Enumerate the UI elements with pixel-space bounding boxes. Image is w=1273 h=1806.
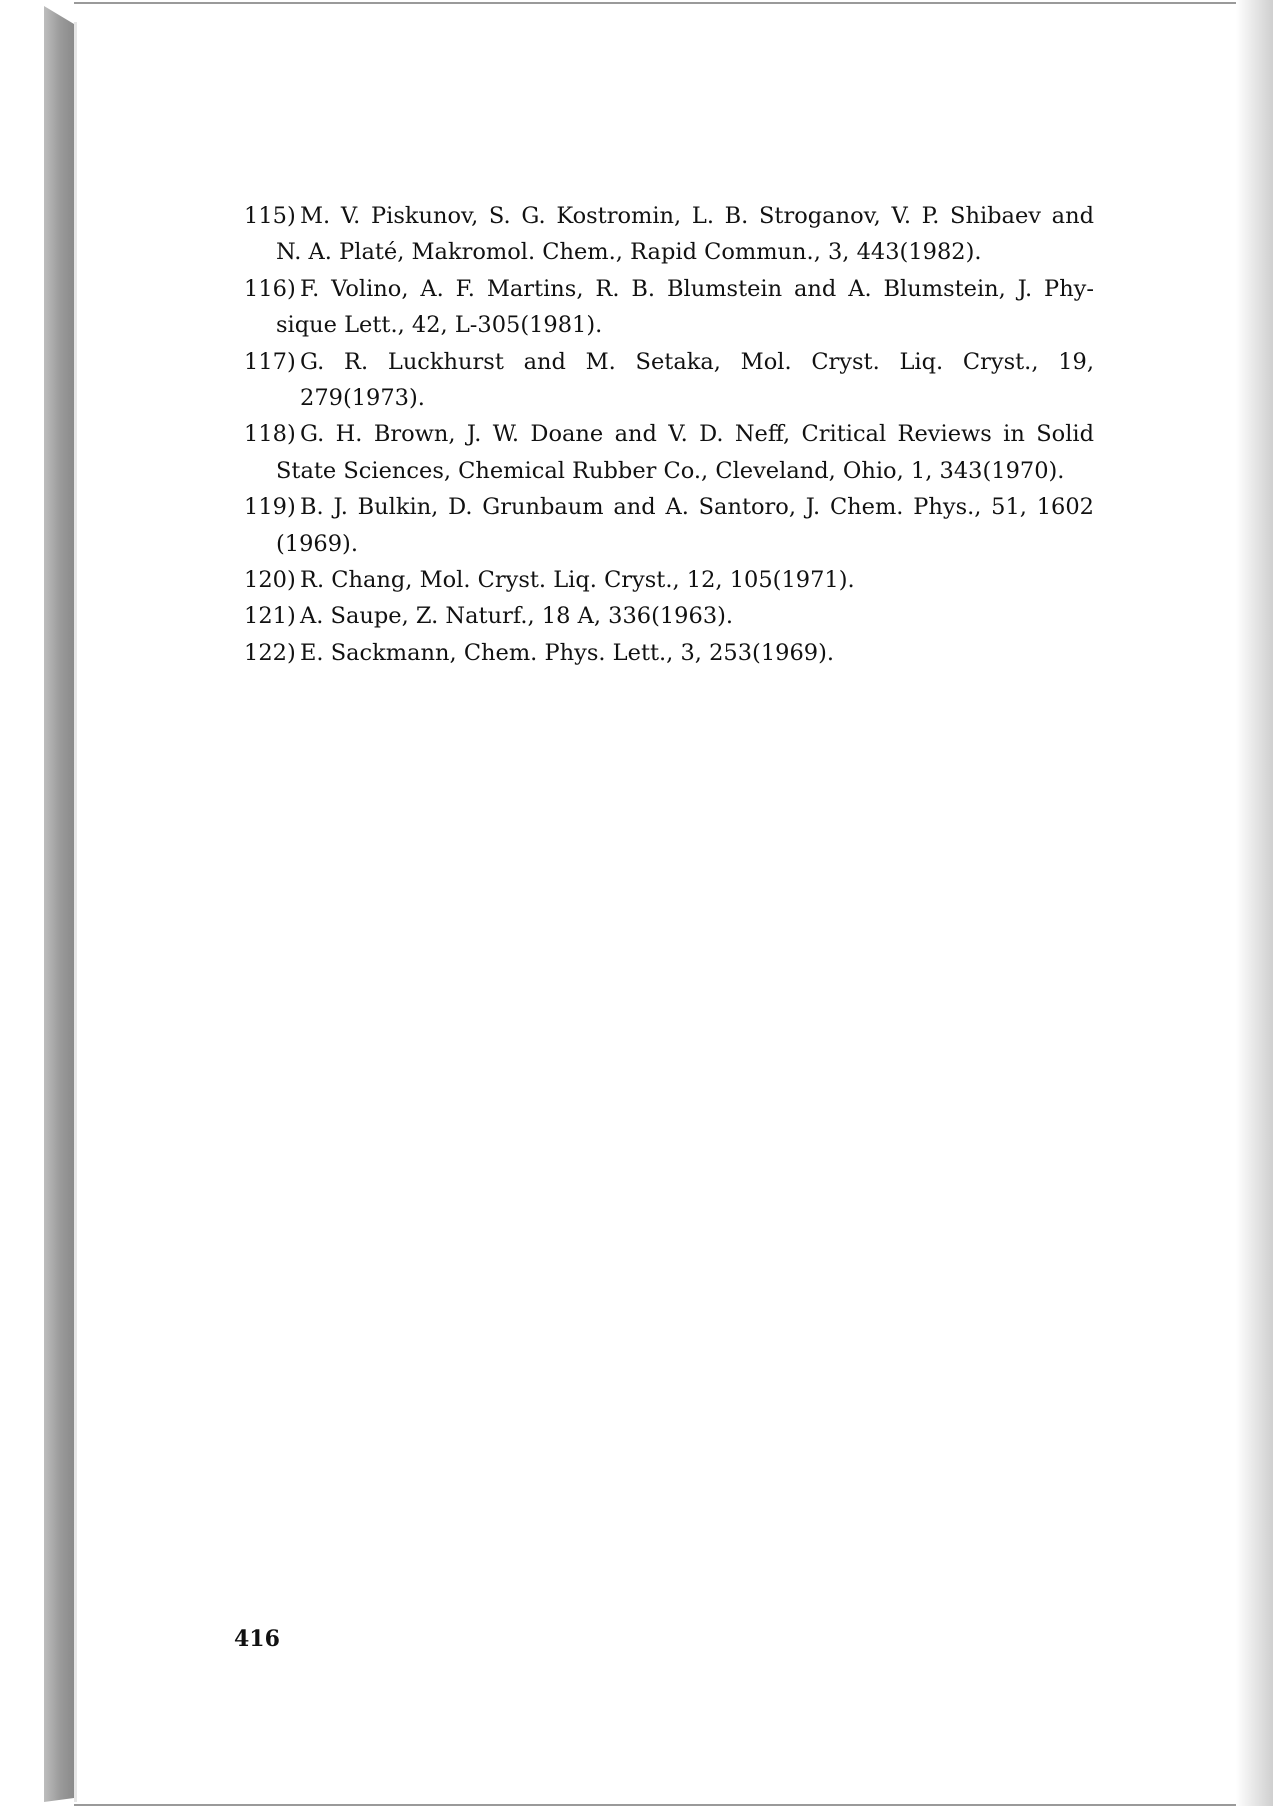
reference-line: R. Chang, Mol. Cryst. Liq. Cryst., 12, 105(1971). (300, 567, 855, 594)
reference-text (300, 635, 1094, 671)
reference-item (244, 562, 1094, 598)
reference-line: State Sciences, Chemical Rubber Co., Cleveland, Ohio, 1, 343(1970). (276, 457, 1065, 484)
reference-number: 121) (244, 603, 296, 630)
reference-number: 115) (244, 203, 296, 229)
reference-line: F. Volino, A. F. Martins, R. B. Blumstein and A. Blumstein, J. Phy- (300, 275, 1094, 302)
reference-item (244, 271, 1094, 344)
reference-item (244, 598, 1094, 634)
reference-item (244, 344, 1094, 417)
page-right-shadow (1236, 0, 1273, 1806)
reference-line: B. J. Bulkin, D. Grunbaum and A. Santoro, J. Chem. Phys., 51, 1602 (300, 494, 1094, 521)
reference-item (244, 416, 1094, 489)
reference-line: E. Sackmann, Chem. Phys. Lett., 3, 253(1969). (300, 639, 835, 666)
reference-number: 122) (244, 639, 296, 666)
reference-text (300, 598, 1094, 634)
book-spine (44, 6, 74, 1802)
reference-line: G. H. Brown, J. W. Doane and V. D. Neff, Critical Reviews in Solid (300, 421, 1094, 448)
reference-line: G. R. Luckhurst and M. Setaka, Mol. Cryst. Liq. Cryst., 19, 279(1973). (300, 348, 1094, 412)
reference-text (276, 198, 1094, 271)
reference-item (244, 635, 1094, 671)
reference-item (244, 198, 1094, 271)
reference-number: 120) (244, 567, 296, 594)
reference-line: N. A. Platé, Makromol. Chem., Rapid Commun., 3, 443(1982). (276, 239, 982, 266)
reference-number: 116) (244, 275, 296, 302)
reference-text (276, 416, 1094, 489)
reference-text (300, 344, 1094, 417)
reference-number: 118) (244, 421, 296, 448)
reference-line: M. V. Piskunov, S. G. Kostromin, L. B. Stroganov, V. P. Shibaev and (300, 203, 1094, 229)
reference-list (244, 198, 1094, 671)
reference-number: 117) (244, 348, 296, 375)
reference-text (276, 489, 1094, 562)
reference-line: (1969). (276, 530, 358, 557)
reference-text (300, 562, 1094, 598)
page-edge (74, 22, 77, 1802)
reference-line: A. Saupe, Z. Naturf., 18 A, 336(1963). (300, 603, 734, 630)
reference-line: sique Lett., 42, L-305(1981). (276, 312, 603, 339)
reference-text (276, 271, 1094, 344)
reference-number: 119) (244, 494, 296, 521)
reference-item (244, 489, 1094, 562)
page-number: 416 (234, 1626, 280, 1652)
